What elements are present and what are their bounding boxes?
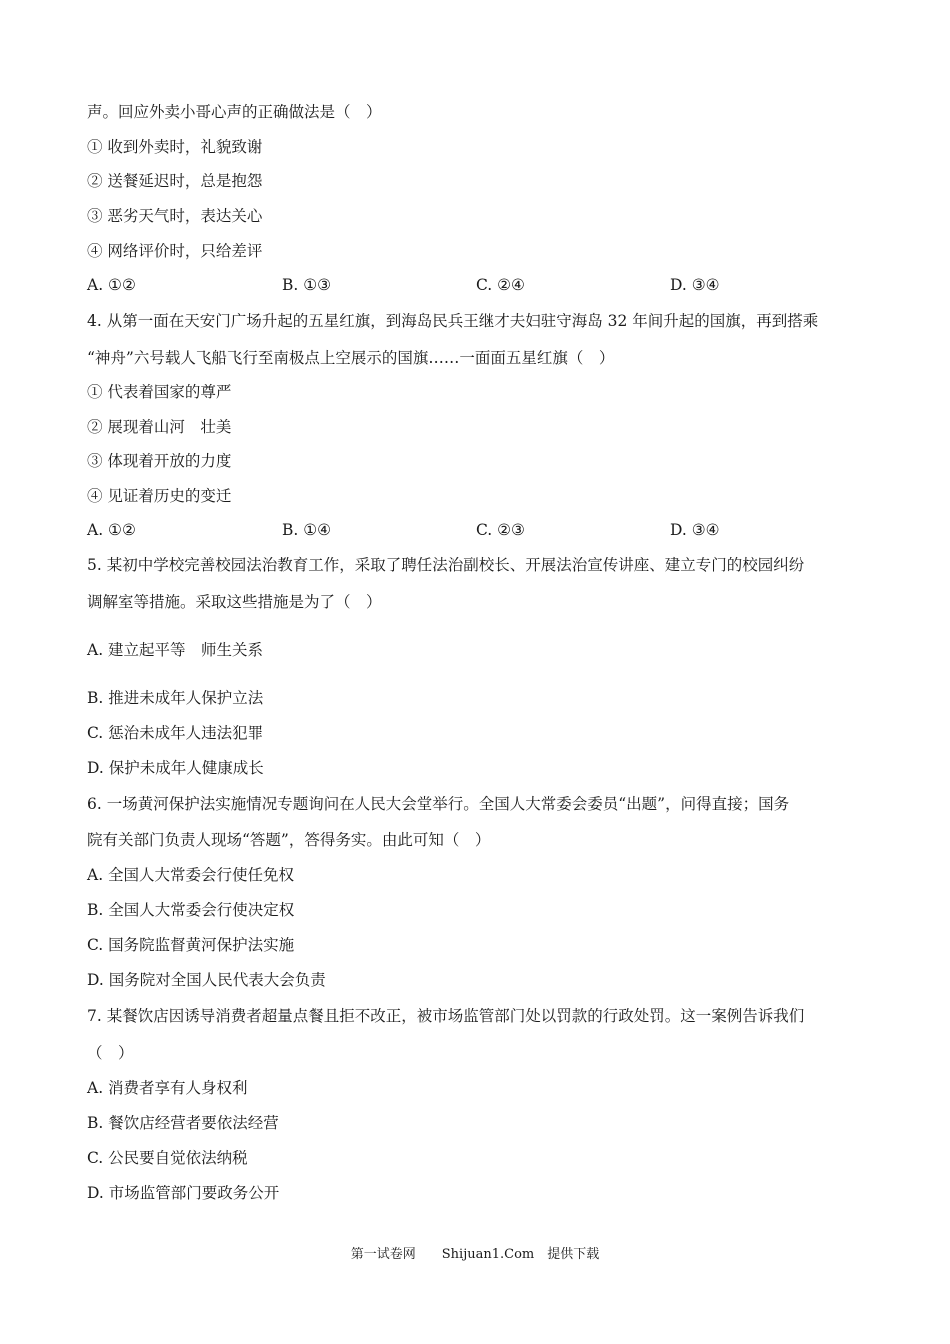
q3-options xyxy=(87,275,887,295)
q4-option-d[interactable]: D. ③④ xyxy=(670,521,720,539)
q5-option-a[interactable]: A. 建立起平等 师生关系 xyxy=(87,641,264,659)
q6-stem-line-2: 院有关部门负责人现场“答题”，答得务实。由此可知（ ） xyxy=(87,831,491,849)
q6-option-d[interactable]: D. 国务院对全国人民代表大会负责 xyxy=(87,971,326,989)
q4-option-c[interactable]: C. ②③ xyxy=(476,521,525,539)
q7-stem-line-1: 7. 某餐饮店因诱导消费者超量点餐且拒不改正，被市场监管部门处以罚款的行政处罚。这一案例告诉我们 xyxy=(87,1007,805,1025)
q3-stem-tail: 声。回应外卖小哥心声的正确做法是（ ） xyxy=(87,103,382,121)
q4-stem-line-2: “神舟”六号载人飞船飞行至南极点上空展示的国旗……一面面五星红旗（ ） xyxy=(87,349,615,367)
q4-options xyxy=(87,520,887,540)
q6-stem-line-1: 6. 一场黄河保护法实施情况专题询问在人民大会堂举行。全国人大常委会委员“出题”，问得直接；国务 xyxy=(87,795,790,813)
q5-stem-line-2: 调解室等措施。采取这些措施是为了（ ） xyxy=(87,593,382,611)
q5-option-b[interactable]: B. 推进未成年人保护立法 xyxy=(87,689,264,707)
q4-option-b[interactable]: B. ①④ xyxy=(282,521,332,539)
q7-stem-line-2: （ ） xyxy=(87,1044,134,1062)
q3-option-d[interactable]: D. ③④ xyxy=(670,276,720,294)
q6-option-b[interactable]: B. 全国人大常委会行使决定权 xyxy=(87,901,295,919)
q7-option-c[interactable]: C. 公民要自觉依法纳税 xyxy=(87,1149,248,1167)
q3-item-2: ② 送餐延迟时，总是抱怨 xyxy=(87,172,263,190)
q4-stem-line-1: 4. 从第一面在天安门广场升起的五星红旗，到海岛民兵王继才夫妇驻守海岛 32 年间升起的国旗，再到搭乘 xyxy=(87,312,819,330)
q7-option-a[interactable]: A. 消费者享有人身权利 xyxy=(87,1079,248,1097)
q7-option-b[interactable]: B. 餐饮店经营者要依法经营 xyxy=(87,1114,279,1132)
q7-option-d[interactable]: D. 市场监管部门要政务公开 xyxy=(87,1184,280,1202)
page-footer: 第一试卷网 Shijuan1.Com 提供下载 xyxy=(350,1247,600,1262)
q4-item-1: ① 代表着国家的尊严 xyxy=(87,383,232,401)
q4-item-2: ② 展现着山河 壮美 xyxy=(87,418,232,436)
q3-option-a[interactable]: A. ①② xyxy=(87,276,136,294)
q4-option-a[interactable]: A. ①② xyxy=(87,521,136,539)
q6-option-a[interactable]: A. 全国人大常委会行使任免权 xyxy=(87,866,295,884)
q5-option-c[interactable]: C. 惩治未成年人违法犯罪 xyxy=(87,724,264,742)
q3-option-c[interactable]: C. ②④ xyxy=(476,276,525,294)
q5-option-d[interactable]: D. 保护未成年人健康成长 xyxy=(87,759,264,777)
q3-option-b[interactable]: B. ①③ xyxy=(282,276,332,294)
q4-item-3: ③ 体现着开放的力度 xyxy=(87,452,232,470)
q6-option-c[interactable]: C. 国务院监督黄河保护法实施 xyxy=(87,936,295,954)
q4-item-4: ④ 见证着历史的变迁 xyxy=(87,487,232,505)
q3-item-4: ④ 网络评价时，只给差评 xyxy=(87,242,263,260)
q5-stem-line-1: 5. 某初中学校完善校园法治教育工作，采取了聘任法治副校长、开展法治宣传讲座、建立专门的校园纠纷 xyxy=(87,556,805,574)
q3-item-3: ③ 恶劣天气时，表达关心 xyxy=(87,207,263,225)
q3-item-1: ① 收到外卖时，礼貌致谢 xyxy=(87,138,263,156)
